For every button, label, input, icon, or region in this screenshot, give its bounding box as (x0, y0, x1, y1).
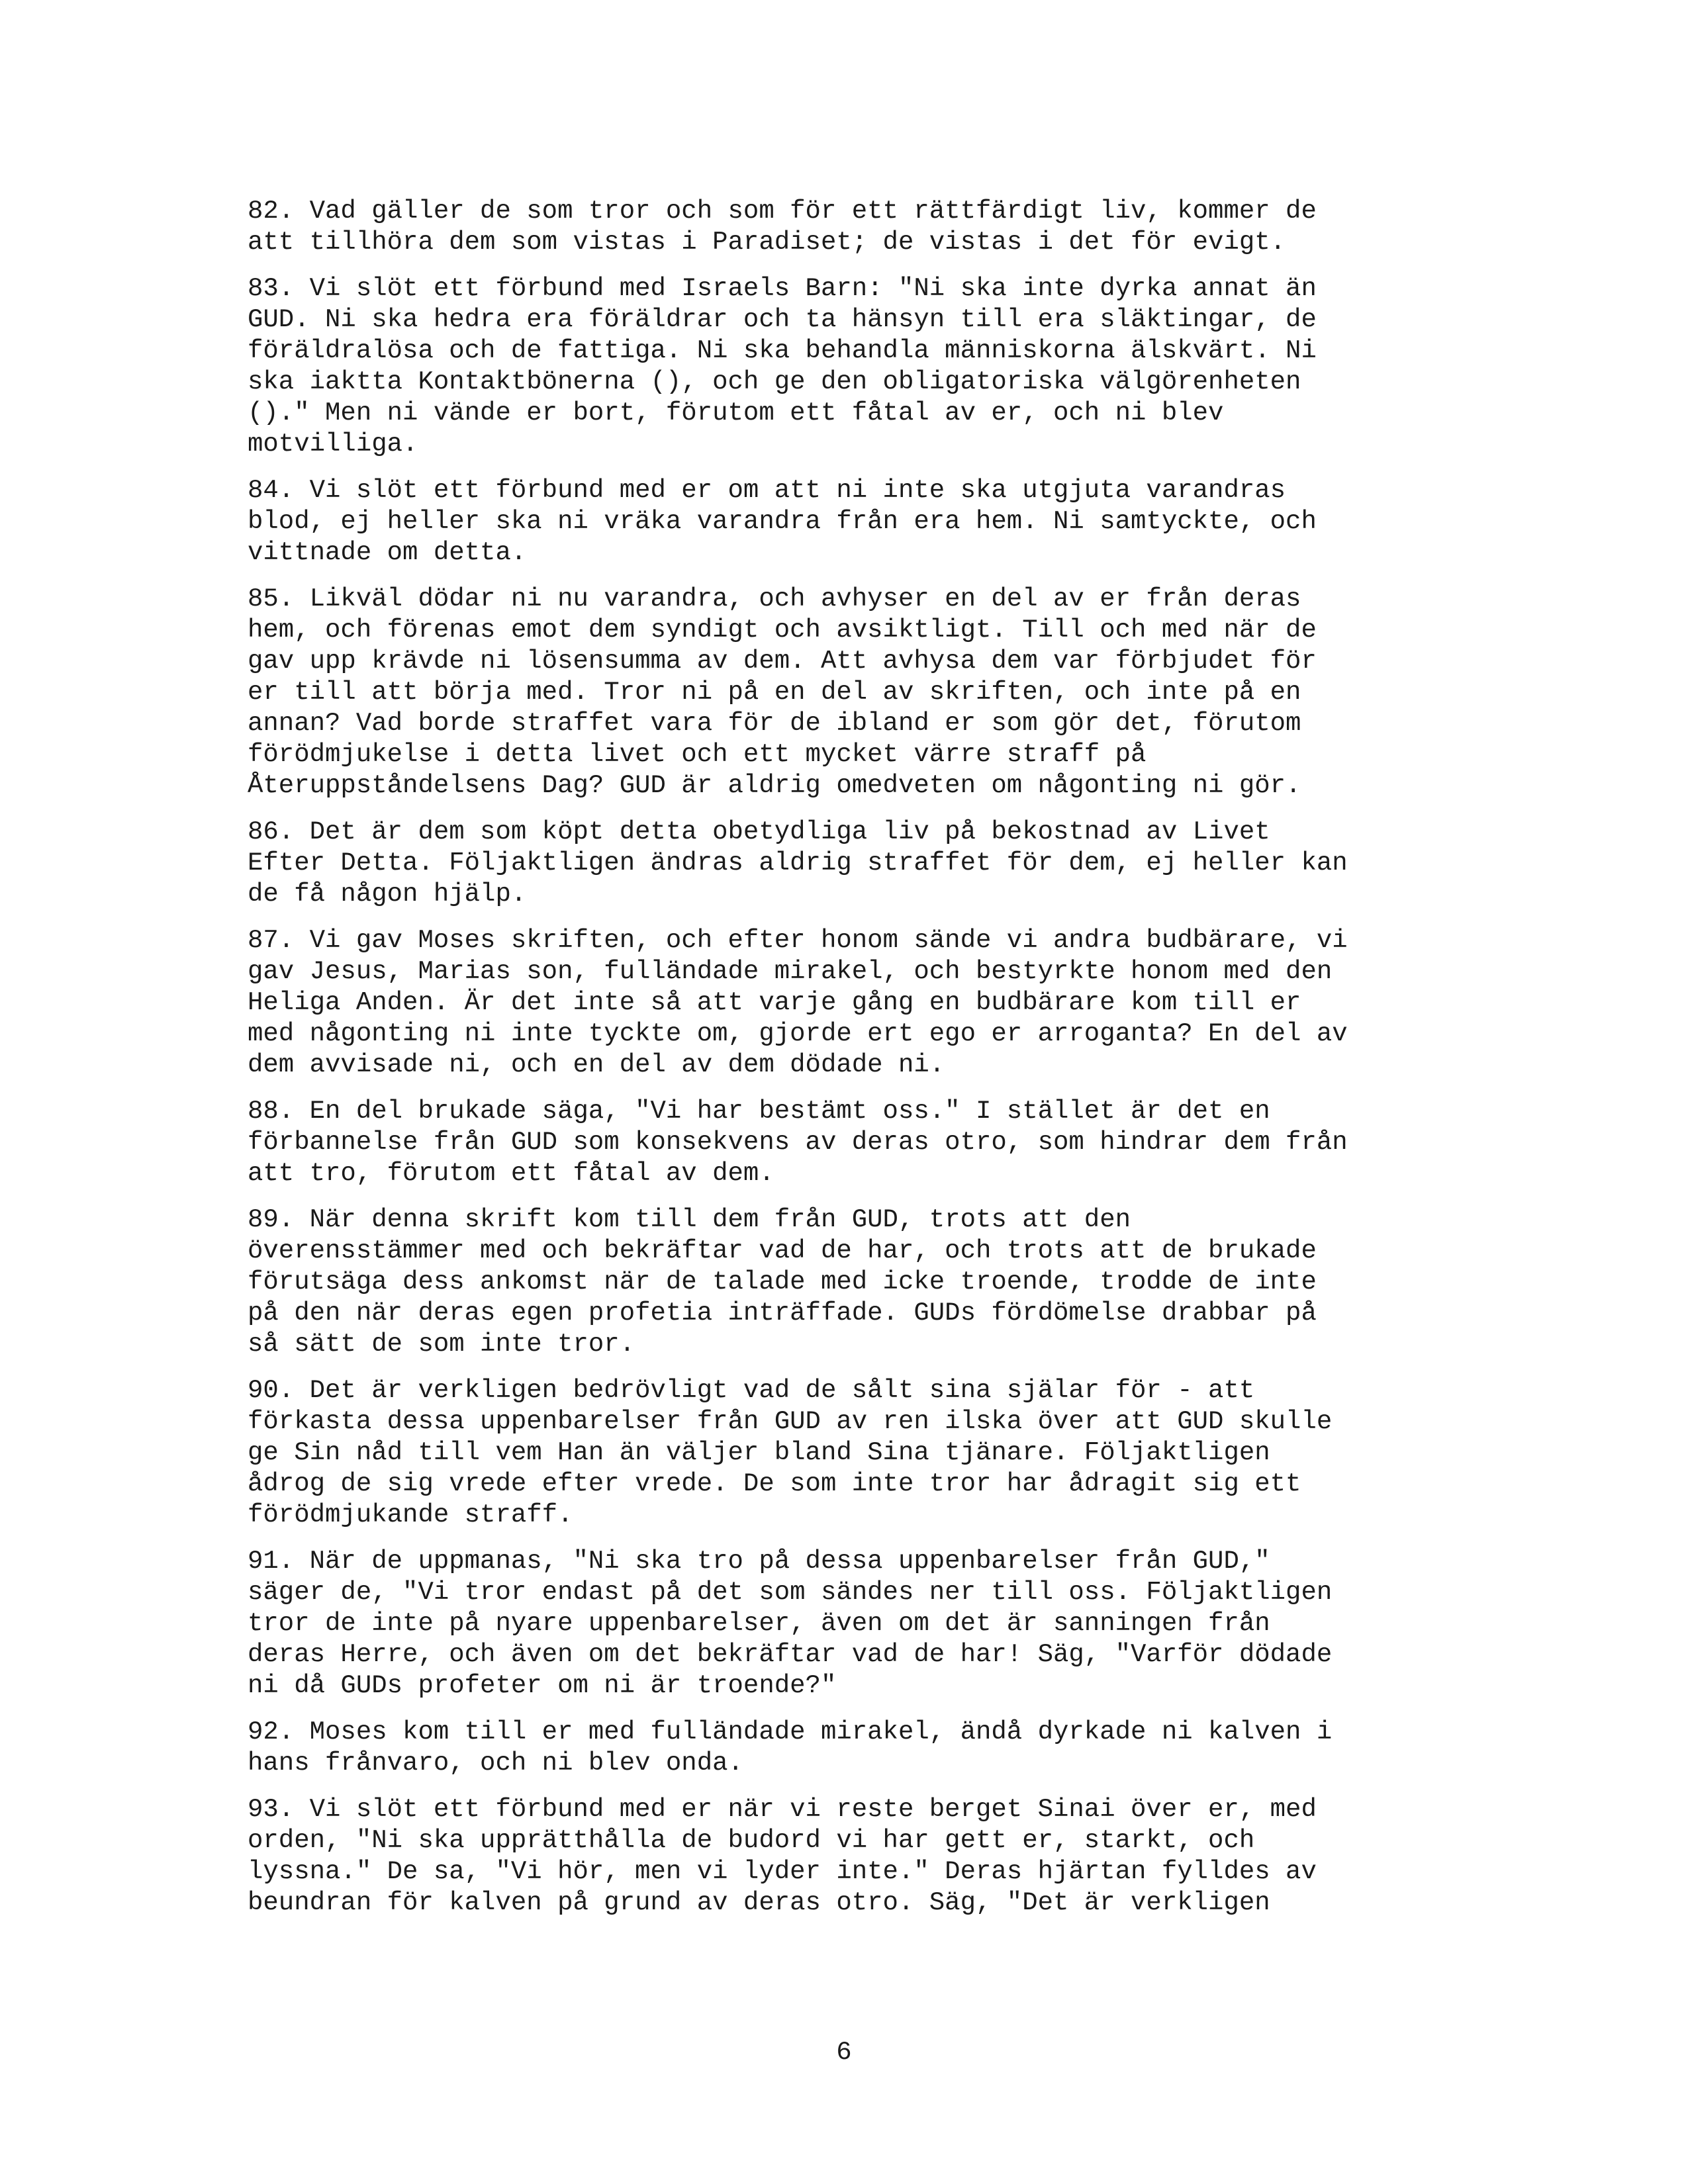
verse-86: 86. Det är dem som köpt detta obetydliga liv på bekostnad av Livet Efter Detta. Följaktligen ändras aldrig straffet för dem, ej heller kan de få någon hjälp. (248, 817, 1348, 909)
verse-93: 93. Vi slöt ett förbund med er när vi reste berget Sinai över er, med orden, "Ni ska upprätthålla de budord vi har gett er, starkt, och lyssna." De sa, "Vi hör, men vi lyder inte." Deras hjärtan fylldes av beundran för kalven på grund av deras otro. Säg, "Det är verkligen (248, 1795, 1317, 1917)
verse-89: 89. När denna skrift kom till dem från GUD, trots att den överensstämmer med och bekräftar vad de har, och trots att de brukade förutsäga dess ankomst när de talade med icke troende, trodde de inte på den när deras egen profetia inträffade. GUDs fördömelse drabbar på så sätt de som inte tror. (248, 1205, 1317, 1359)
verse-92: 92. Moses kom till er med fulländade mirakel, ändå dyrkade ni kalven i hans frånvaro, och ni blev onda. (248, 1717, 1333, 1778)
verse-85: 85. Likväl dödar ni nu varandra, och avhyser en del av er från deras hem, och förenas emot dem syndigt och avsiktligt. Till och med när de gav upp krävde ni lösensumma av dem. Att avhysa dem var förbjudet för er till att börja med. Tror ni på en del av skriften, och inte på en annan? Vad borde straffet vara för de ibland er som gör det, förutom förödmjukelse i detta livet och ett mycket värre straff på Återuppståndelsens Dag? GUD är aldrig omedveten om någonting ni gör. (248, 584, 1317, 800)
verse-82: 82. Vad gäller de som tror och som för ett rättfärdigt liv, kommer de att tillhöra dem som vistas i Paradiset; de vistas i det för evigt. (248, 197, 1317, 257)
verse-87: 87. Vi gav Moses skriften, och efter honom sände vi andra budbärare, vi gav Jesus, Marias son, fulländade mirakel, och bestyrkte honom med den Heliga Anden. Är det inte så att varje gång en budbärare kom till er med någonting ni inte tyckte om, gjorde ert ego er arroganta? En del av dem avvisade ni, och en del av dem dödade ni. (248, 926, 1348, 1079)
verse-91: 91. När de uppmanas, "Ni ska tro på dessa uppenbarelser från GUD," säger de, "Vi tror endast på det som sändes ner till oss. Följaktligen tror de inte på nyare uppenbarelser, även om det är sanningen från deras Herre, och även om det bekräftar vad de har! Säg, "Varför dödade ni då GUDs profeter om ni är troende?" (248, 1547, 1333, 1700)
verse-83: 83. Vi slöt ett förbund med Israels Barn: "Ni ska inte dyrka annat än GUD. Ni ska hedra era föräldrar och ta hänsyn till era släktingar, de föräldralösa och de fattiga. Ni ska behandla människorna älskvärt. Ni ska iaktta Kontaktbönerna (), och ge den obligatoriska välgörenheten ()." Men ni vände er bort, förutom ett fåtal av er, och ni blev motvilliga. (248, 274, 1317, 459)
page-number: 6 (836, 2038, 852, 2067)
verse-90: 90. Det är verkligen bedrövligt vad de sålt sina själar för - att förkasta dessa uppenbarelser från GUD av ren ilska över att GUD skulle ge Sin nåd till vem Han än väljer bland Sina tjänare. Följaktligen ådrog de sig vrede efter vrede. De som inte tror har ådragit sig ett förödmjukande straff. (248, 1376, 1333, 1529)
document-body (248, 196, 1466, 1934)
verse-88: 88. En del brukade säga, "Vi har bestämt oss." I stället är det en förbannelse från GUD som konsekvens av deras otro, som hindrar dem från att tro, förutom ett fåtal av dem. (248, 1097, 1348, 1188)
verse-84: 84. Vi slöt ett förbund med er om att ni inte ska utgjuta varandras blod, ej heller ska ni vräka varandra från era hem. Ni samtyckte, och vittnade om detta. (248, 476, 1317, 567)
